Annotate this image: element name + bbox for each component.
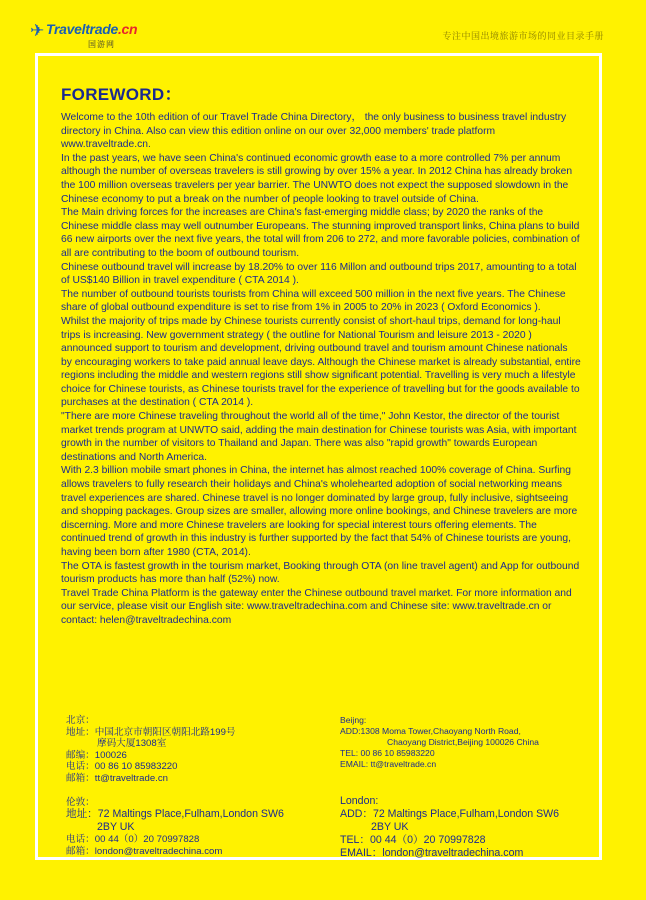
london-address-en: ADD：72 Maltings Place,Fulham,London SW6 bbox=[340, 808, 560, 820]
contacts-chinese-column bbox=[66, 715, 336, 869]
london-heading-en: London: bbox=[340, 795, 379, 807]
london-address-en-line2: 2BY UK bbox=[371, 821, 409, 833]
beijing-phone-cn: 00 86 10 85983220 bbox=[94, 761, 178, 773]
beijing-contact-en bbox=[340, 715, 590, 770]
logo-wordmark: Traveltrade.cn bbox=[46, 21, 138, 37]
logo-subtitle: 国游网 bbox=[88, 40, 115, 49]
beijing-heading-cn: 北京： bbox=[66, 715, 95, 726]
foreword-paragraph: Chinese outbound travel will increase by 18.20% to over 116 Millon and outbound trips 2017, amounting to a total of US$140 Billion in travel expenditure ( CTA 2014 ). bbox=[61, 261, 577, 287]
beijing-phone-en: TEL: 00 86 10 85983220 bbox=[340, 748, 435, 758]
beijing-address-en-line2: Chaoyang District,Beijing 100026 China bbox=[387, 737, 539, 747]
foreword-paragraph: Travel Trade China Platform is the gateway enter the Chinese outbound travel market. For more information and our service, please visit our English site: www.traveltradechina.com and Chinese site: www.traveltrade.cn or contact: helen@traveltradechina.com bbox=[61, 587, 572, 626]
traveler-icon: ✈ bbox=[30, 21, 45, 40]
beijing-email-en[interactable]: EMAIL: tt@traveltrade.cn bbox=[340, 759, 437, 769]
beijing-address-cn-line2: 摩码大厦1308室 bbox=[97, 738, 167, 750]
foreword-section bbox=[61, 80, 581, 628]
foreword-paragraph: Whilst the majority of trips made by Chinese tourists currently consist of short-haul trips, demand for long-haul trips is increasing. New government strategy ( the outline for National Tourism and leisure 2013 - 2020 ) announced support to tourism and development, driving outbound travel and tourism amount Chinese nationals by encouraging workers to take paid annual leave days. Although the Chinese market is already substantial, entire regions including the middle and western regions still show significant potential. Travelling is very much a lifestyle choice for Chinese tourists, as Chinese tourists travel for the experience of travelling but for the goods available to purchases at the destination ( CTA 2014 ). bbox=[61, 315, 581, 409]
beijing-postcode: 100026 bbox=[94, 749, 127, 761]
foreword-paragraph: With 2.3 billion mobile smart phones in China, the internet has almost reached 100% coverage of China. Surfing allows travelers to fully research their holidays and China's wholehearted adoption of social networking means travel experiences are shared. Chinese travel is no longer dominated by large group, fully inclusive, sightseeing and shopping packages. Group sizes are smaller, allowing more online bookings, and Chinese travelers are more discerning. More and more Chinese travelers are looking for special interest tours offering elements. The continued trend of growth in this industry is further supported by the fact that 54% of Chinese tourists are young, having been born after 1980 (CTA, 2014). bbox=[61, 465, 578, 558]
email-label: 邮箱： bbox=[66, 772, 95, 784]
beijing-address-en: ADD:1308 Moma Tower,Chaoyang North Road, bbox=[340, 726, 521, 736]
london-heading-cn: 伦敦： bbox=[66, 796, 95, 808]
beijing-heading-en: Beijng: bbox=[340, 715, 367, 725]
contacts-english-column bbox=[340, 715, 590, 872]
foreword-paragraph: The OTA is fastest growth in the tourism market, Booking through OTA (on line travel agent) and App for outbound tourism products has more than half (52%) now. bbox=[61, 560, 580, 586]
foreword-paragraph: The Main driving forces for the increases are China's fast-emerging middle class; by 2020 the ranks of the Chinese middle class may well outnumber Europeans. The stunning improved transport links, China plans to build 66 new airports over the next five years, the total will from 206 to 272, and more favorable policies, combination of all are contributing to the boom of outbound tourism. bbox=[61, 207, 580, 259]
email-label: 邮箱： bbox=[66, 845, 95, 857]
postcode-label: 邮编： bbox=[66, 749, 95, 761]
foreword-title: FOREWORD： bbox=[61, 85, 182, 104]
london-email-en[interactable]: EMAIL：london@traveltradechina.com bbox=[340, 847, 524, 859]
traveltrade-logo bbox=[30, 20, 140, 48]
phone-label: 电话： bbox=[66, 761, 95, 773]
beijing-email-cn[interactable]: tt@traveltrade.cn bbox=[94, 772, 168, 784]
beijing-address-cn: 中国北京市朝阳区朝阳北路199号 bbox=[94, 726, 236, 738]
address-label: 地址： bbox=[66, 808, 98, 821]
foreword-paragraph: The number of outbound tourists tourists from China will exceed 500 million in the next five years. The Chinese share of global outbound expenditure is set to rise from 1% in 2005 to 20% in 2023 ( Oxford Economics ). bbox=[61, 288, 566, 314]
foreword-paragraph: Welcome to the 10th edition of our Travel Trade China Directory， the only business to business travel industry directory in China. Also can view this edition online on our over 32,000 members' trade platform www.traveltrade.cn. bbox=[61, 112, 567, 151]
beijing-contact-cn bbox=[66, 715, 336, 785]
london-address-cn-line2: 2BY UK bbox=[97, 821, 135, 834]
phone-label: 电话： bbox=[66, 834, 95, 846]
address-label: 地址： bbox=[66, 726, 95, 738]
foreword-paragraph: In the past years, we have seen China's continued economic growth ease to a more controlled 7% per annum although the number of overseas travelers is still growing by over 15% a year. In 2012 China has already broken the 100 million overseas travelers per year barrier. The UNWTO does not expect the supposed slowdown in the Chinese economy to put a break on the number of people looking to travel outside of China. bbox=[61, 152, 573, 205]
london-contact-en bbox=[340, 795, 590, 860]
foreword-paragraph: "There are more Chinese traveling throughout the world all of the time," John Kestor, the director of the tourist market trends program at UNWTO said, adding the main destination for Chinese tourists was Asia, with important growth in the number of visitors to Thailand and Japan. There was also "rapid growth" towards European destinations and North America. bbox=[61, 411, 577, 463]
london-email-cn[interactable]: london@traveltradechina.com bbox=[94, 845, 223, 857]
header-tagline: 专注中国出境旅游市场的同业目录手册 bbox=[442, 31, 604, 41]
london-phone-en: TEL：00 44（0）20 70997828 bbox=[340, 834, 486, 846]
london-contact-cn bbox=[66, 797, 336, 858]
london-phone-cn: 00 44（0）20 70997828 bbox=[94, 834, 200, 846]
london-address-cn: 72 Maltings Place,Fulham,London SW6 bbox=[97, 808, 284, 821]
